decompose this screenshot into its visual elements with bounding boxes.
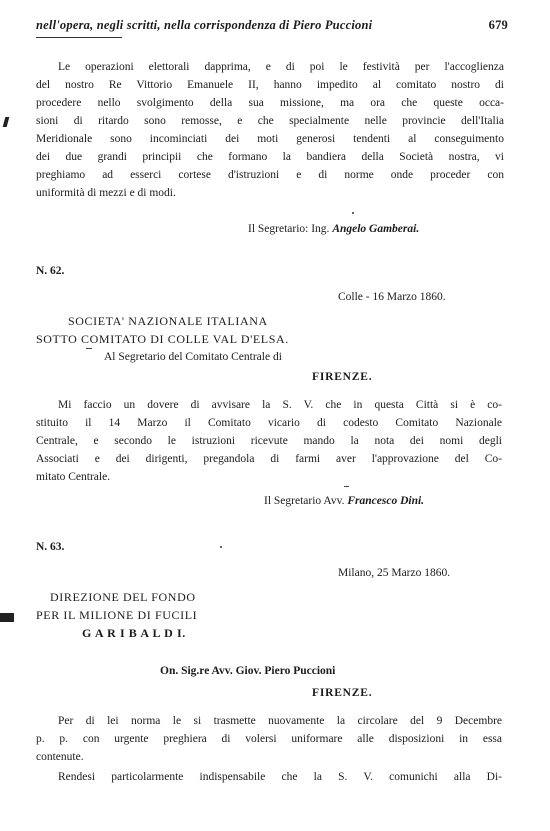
addressee: Al Segretario del Comitato Centrale di — [104, 351, 282, 363]
paragraph-line: procedere nello svolgimento della sua missione, ma ora che queste occa- — [36, 97, 504, 109]
letter-heading: DIREZIONE DEL FONDO — [50, 590, 196, 604]
margin-mark — [3, 117, 10, 127]
letter-heading: SOCIETA' NAZIONALE ITALIANA — [68, 314, 268, 328]
paragraph-line: Rendesi particolarmente indispensabile che la S. V. comunichi alla Di- — [58, 771, 502, 783]
running-head — [36, 18, 508, 36]
signature-name: Francesco Dini. — [347, 495, 425, 507]
print-mark — [344, 486, 349, 487]
running-head-rule — [36, 37, 122, 38]
paragraph-line: Associati e dei dirigenti, pregandola di farmi aver l'approvazione del Co- — [36, 453, 502, 465]
signature-prefix: Il Segretario: Ing. — [248, 223, 330, 235]
paragraph-line: uniformità di mezzi e di modi. — [36, 187, 176, 199]
place-date: Milano, 25 Marzo 1860. — [338, 567, 451, 579]
addressee-city: FIRENZE. — [312, 687, 373, 699]
print-dot — [352, 212, 354, 214]
paragraph-line: p. p. con urgente preghiera di volersi uniformare alle disposizioni in essa — [36, 733, 502, 745]
paragraph-line: stituito il 14 Marzo il Comitato vicario di codesto Comitato Nazionale — [36, 417, 502, 429]
place-date: Colle - 16 Marzo 1860. — [338, 291, 446, 303]
margin-mark — [0, 613, 14, 622]
signature — [248, 222, 419, 236]
page-number: 679 — [488, 18, 508, 32]
letter-heading: SOTTO COMITATO DI COLLE VAL D'ELSA. — [36, 332, 289, 346]
signature — [264, 494, 424, 508]
paragraph-line: del nostro Re Vittorio Emanuele II, hanno impedito al comitato nostro di — [36, 79, 504, 91]
paragraph-line: Per di lei norma le si trasmette nuovamente la circolare del 9 Decembre — [58, 715, 502, 727]
addressee-city: FIRENZE. — [312, 371, 373, 383]
letter-number: N. 63. — [36, 541, 65, 553]
letter-heading: PER IL MILIONE DI FUCILI — [36, 608, 198, 622]
paragraph-line: sioni di ritardo sono remosse, e che specialmente nelle provincie dell'Italia — [36, 115, 504, 127]
paragraph-line: Meridionale sono incominciati dei moti generosi tendenti al conseguimento — [36, 133, 504, 145]
letter-number: N. 62. — [36, 265, 65, 277]
paragraph-line: contenute. — [36, 751, 84, 763]
signature-prefix: Il Segretario Avv. — [264, 495, 345, 507]
paragraph-line: Mi faccio un dovere di avvisare la S. V. che in questa Città si è co- — [58, 399, 502, 411]
addressee: On. Sig.re Avv. Giov. Piero Puccioni — [160, 665, 336, 677]
paragraph-line: mitato Centrale. — [36, 471, 111, 483]
paragraph-line: Centrale, e secondo le istruzioni ricevute mando la nota dei nomi degli — [36, 435, 502, 447]
signature-name: Angelo Gamberai. — [332, 223, 420, 235]
print-mark — [86, 348, 92, 349]
running-head-title: nell'opera, negli scritti, nella corrispondenza di Piero Puccioni — [36, 18, 373, 32]
paragraph-line: preghiamo ad esserci cortese d'istruzioni e di norme onde proceder con — [36, 169, 504, 181]
print-dot — [220, 546, 222, 548]
letter-heading: G A R I B A L D I. — [82, 626, 186, 640]
paragraph-line: dei due grandi principii che formano la bandiera della Società nostra, vi — [36, 151, 504, 163]
paragraph-line: Le operazioni elettorali dapprima, e di poi le festività per l'accoglienza — [58, 61, 504, 73]
